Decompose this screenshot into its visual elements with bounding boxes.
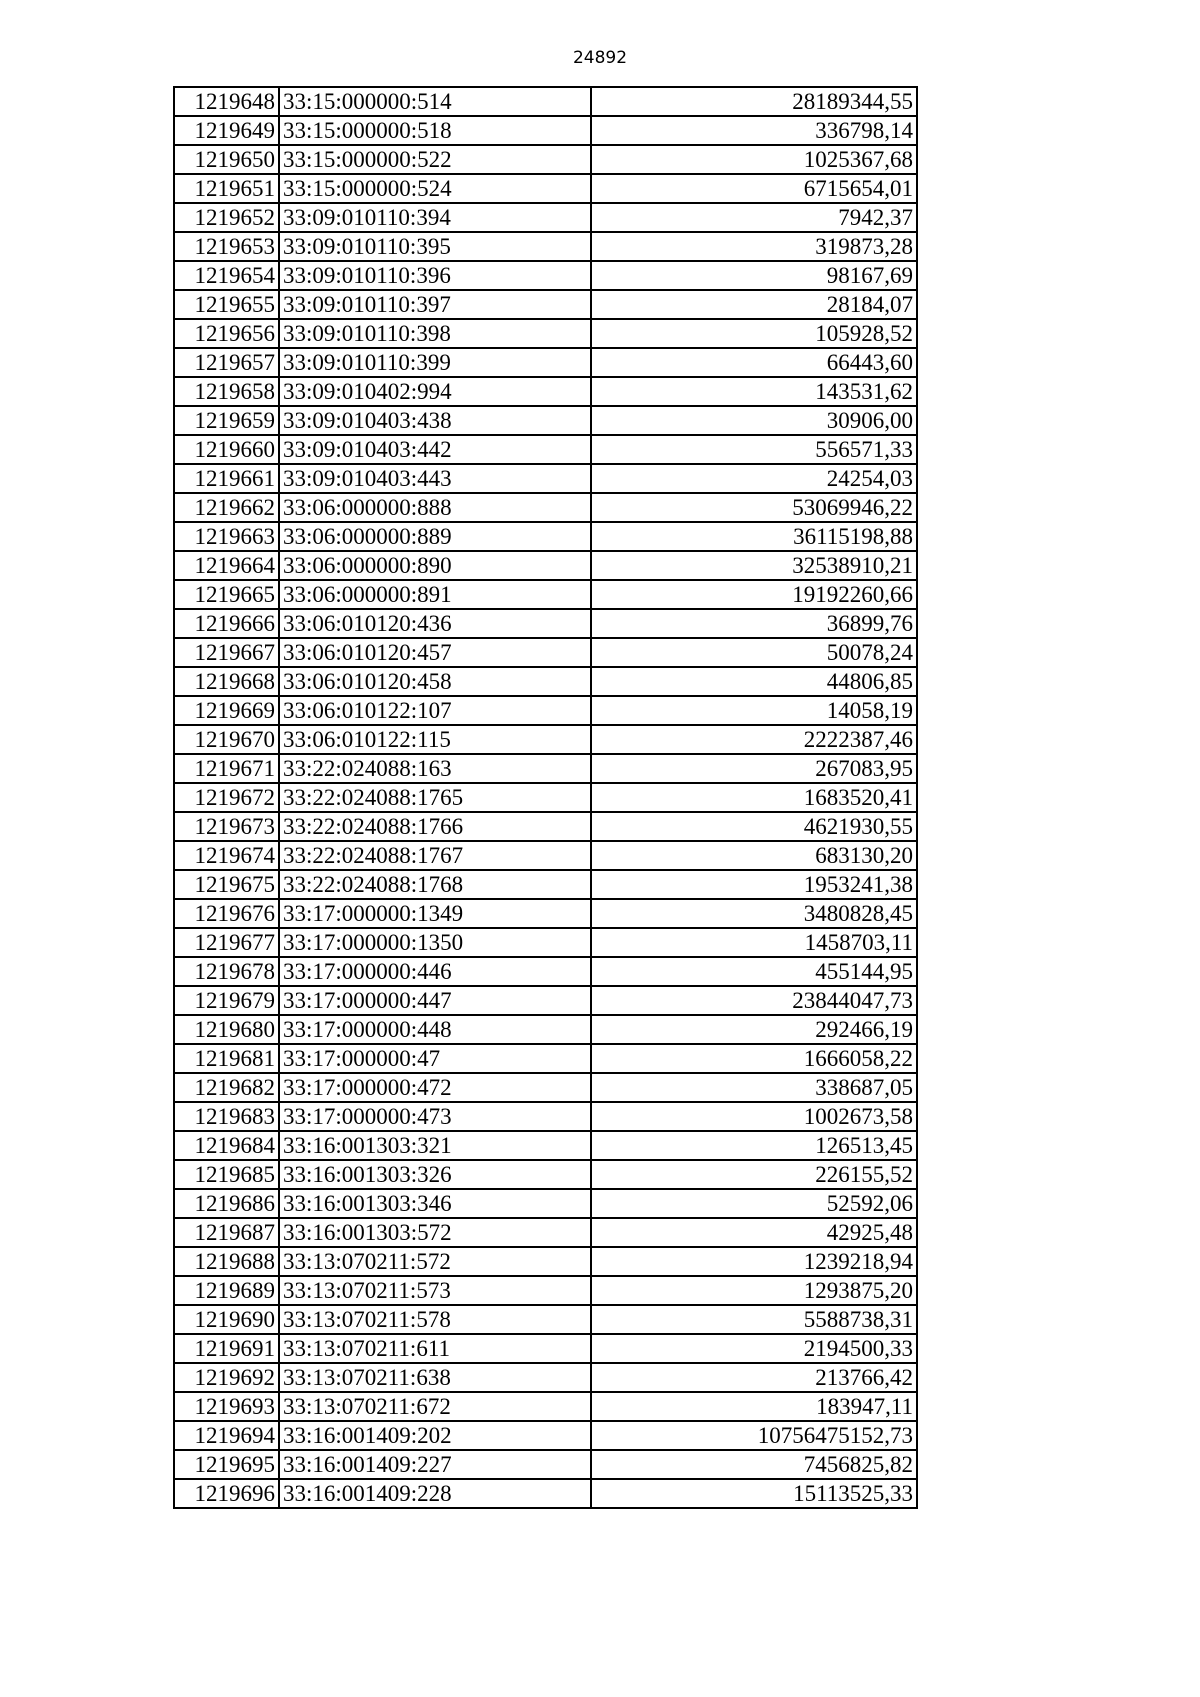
table-row [174, 1102, 917, 1131]
row-id-cell: 1219691 [174, 1334, 279, 1363]
table-row [174, 696, 917, 725]
cadastral-number-cell: 33:09:010110:398 [279, 319, 591, 348]
row-id-cell: 1219674 [174, 841, 279, 870]
cadastral-value-cell: 6715654,01 [591, 174, 917, 203]
table-row [174, 928, 917, 957]
row-id-cell: 1219687 [174, 1218, 279, 1247]
cadastral-number-cell: 33:22:024088:1765 [279, 783, 591, 812]
table-row [174, 638, 917, 667]
table-row [174, 1450, 917, 1479]
cadastral-number-cell: 33:22:024088:1768 [279, 870, 591, 899]
table-row [174, 1218, 917, 1247]
cadastral-number-cell: 33:13:070211:672 [279, 1392, 591, 1421]
row-id-cell: 1219673 [174, 812, 279, 841]
cadastral-value-cell: 53069946,22 [591, 493, 917, 522]
cadastral-number-cell: 33:15:000000:524 [279, 174, 591, 203]
cadastral-number-cell: 33:06:000000:888 [279, 493, 591, 522]
cadastral-value-cell: 1683520,41 [591, 783, 917, 812]
table-row [174, 1044, 917, 1073]
cadastral-number-cell: 33:06:010120:458 [279, 667, 591, 696]
cadastral-number-cell: 33:06:010122:115 [279, 725, 591, 754]
cadastral-number-cell: 33:15:000000:522 [279, 145, 591, 174]
row-id-cell: 1219679 [174, 986, 279, 1015]
table-row [174, 551, 917, 580]
cadastral-value-cell: 44806,85 [591, 667, 917, 696]
cadastral-number-cell: 33:17:000000:1349 [279, 899, 591, 928]
row-id-cell: 1219657 [174, 348, 279, 377]
table-row [174, 1247, 917, 1276]
row-id-cell: 1219649 [174, 116, 279, 145]
table-row [174, 232, 917, 261]
table-row [174, 319, 917, 348]
cadastral-value-cell: 213766,42 [591, 1363, 917, 1392]
cadastral-value-cell: 1953241,38 [591, 870, 917, 899]
table-row [174, 812, 917, 841]
row-id-cell: 1219671 [174, 754, 279, 783]
cadastral-number-cell: 33:09:010402:994 [279, 377, 591, 406]
cadastral-value-cell: 50078,24 [591, 638, 917, 667]
cadastral-value-cell: 4621930,55 [591, 812, 917, 841]
row-id-cell: 1219672 [174, 783, 279, 812]
row-id-cell: 1219654 [174, 261, 279, 290]
cadastral-number-cell: 33:13:070211:573 [279, 1276, 591, 1305]
cadastral-number-cell: 33:13:070211:611 [279, 1334, 591, 1363]
cadastral-number-cell: 33:06:010122:107 [279, 696, 591, 725]
cadastral-number-cell: 33:09:010110:395 [279, 232, 591, 261]
row-id-cell: 1219680 [174, 1015, 279, 1044]
row-id-cell: 1219675 [174, 870, 279, 899]
cadastral-number-cell: 33:22:024088:1767 [279, 841, 591, 870]
row-id-cell: 1219696 [174, 1479, 279, 1508]
table-row [174, 957, 917, 986]
row-id-cell: 1219683 [174, 1102, 279, 1131]
row-id-cell: 1219693 [174, 1392, 279, 1421]
cadastral-number-cell: 33:17:000000:447 [279, 986, 591, 1015]
table-row [174, 1334, 917, 1363]
table-row [174, 522, 917, 551]
cadastral-number-cell: 33:16:001409:202 [279, 1421, 591, 1450]
table-row [174, 203, 917, 232]
cadastral-value-cell: 23844047,73 [591, 986, 917, 1015]
cadastral-value-cell: 7942,37 [591, 203, 917, 232]
row-id-cell: 1219667 [174, 638, 279, 667]
table-row [174, 290, 917, 319]
cadastral-value-cell: 42925,48 [591, 1218, 917, 1247]
cadastral-value-cell: 7456825,82 [591, 1450, 917, 1479]
cadastral-value-cell: 52592,06 [591, 1189, 917, 1218]
cadastral-value-cell: 5588738,31 [591, 1305, 917, 1334]
row-id-cell: 1219653 [174, 232, 279, 261]
table-row [174, 1015, 917, 1044]
table-row [174, 493, 917, 522]
table-row [174, 377, 917, 406]
table-row [174, 754, 917, 783]
cadastral-number-cell: 33:17:000000:448 [279, 1015, 591, 1044]
table-row [174, 464, 917, 493]
table-row [174, 1073, 917, 1102]
table-row [174, 406, 917, 435]
cadastral-number-cell: 33:13:070211:578 [279, 1305, 591, 1334]
cadastral-number-cell: 33:16:001409:227 [279, 1450, 591, 1479]
cadastral-value-cell: 105928,52 [591, 319, 917, 348]
cadastral-value-cell: 267083,95 [591, 754, 917, 783]
table-row [174, 1363, 917, 1392]
table-row [174, 580, 917, 609]
cadastral-value-cell: 14058,19 [591, 696, 917, 725]
cadastral-value-table [173, 86, 918, 1509]
cadastral-value-cell: 336798,14 [591, 116, 917, 145]
cadastral-value-cell: 2222387,46 [591, 725, 917, 754]
cadastral-number-cell: 33:06:010120:436 [279, 609, 591, 638]
table-row [174, 348, 917, 377]
table-row [174, 116, 917, 145]
cadastral-value-cell: 143531,62 [591, 377, 917, 406]
row-id-cell: 1219694 [174, 1421, 279, 1450]
cadastral-value-cell: 1002673,58 [591, 1102, 917, 1131]
row-id-cell: 1219660 [174, 435, 279, 464]
cadastral-number-cell: 33:13:070211:638 [279, 1363, 591, 1392]
cadastral-number-cell: 33:06:000000:891 [279, 580, 591, 609]
cadastral-number-cell: 33:16:001303:346 [279, 1189, 591, 1218]
cadastral-number-cell: 33:17:000000:1350 [279, 928, 591, 957]
cadastral-value-cell: 19192260,66 [591, 580, 917, 609]
cadastral-number-cell: 33:17:000000:446 [279, 957, 591, 986]
cadastral-value-cell: 1239218,94 [591, 1247, 917, 1276]
cadastral-value-cell: 2194500,33 [591, 1334, 917, 1363]
cadastral-number-cell: 33:06:000000:890 [279, 551, 591, 580]
cadastral-number-cell: 33:15:000000:518 [279, 116, 591, 145]
page-number: 24892 [572, 48, 628, 68]
table-row [174, 1189, 917, 1218]
cadastral-value-cell: 24254,03 [591, 464, 917, 493]
cadastral-value-cell: 126513,45 [591, 1131, 917, 1160]
cadastral-value-cell: 28189344,55 [591, 87, 917, 116]
cadastral-number-cell: 33:16:001303:572 [279, 1218, 591, 1247]
row-id-cell: 1219661 [174, 464, 279, 493]
cadastral-value-cell: 455144,95 [591, 957, 917, 986]
row-id-cell: 1219686 [174, 1189, 279, 1218]
table-row [174, 1131, 917, 1160]
cadastral-value-cell: 556571,33 [591, 435, 917, 464]
table-row [174, 1276, 917, 1305]
cadastral-number-cell: 33:17:000000:473 [279, 1102, 591, 1131]
cadastral-value-cell: 1458703,11 [591, 928, 917, 957]
cadastral-number-cell: 33:22:024088:1766 [279, 812, 591, 841]
table-row [174, 899, 917, 928]
row-id-cell: 1219677 [174, 928, 279, 957]
row-id-cell: 1219652 [174, 203, 279, 232]
cadastral-value-cell: 338687,05 [591, 1073, 917, 1102]
table-row [174, 783, 917, 812]
row-id-cell: 1219682 [174, 1073, 279, 1102]
cadastral-number-cell: 33:09:010403:442 [279, 435, 591, 464]
row-id-cell: 1219665 [174, 580, 279, 609]
cadastral-value-cell: 292466,19 [591, 1015, 917, 1044]
cadastral-number-cell: 33:06:000000:889 [279, 522, 591, 551]
row-id-cell: 1219650 [174, 145, 279, 174]
cadastral-value-cell: 319873,28 [591, 232, 917, 261]
row-id-cell: 1219663 [174, 522, 279, 551]
cadastral-value-cell: 1025367,68 [591, 145, 917, 174]
row-id-cell: 1219670 [174, 725, 279, 754]
table-row [174, 174, 917, 203]
table-row [174, 609, 917, 638]
cadastral-number-cell: 33:17:000000:47 [279, 1044, 591, 1073]
cadastral-number-cell: 33:22:024088:163 [279, 754, 591, 783]
table-row [174, 870, 917, 899]
row-id-cell: 1219659 [174, 406, 279, 435]
table-row [174, 1392, 917, 1421]
row-id-cell: 1219689 [174, 1276, 279, 1305]
row-id-cell: 1219666 [174, 609, 279, 638]
row-id-cell: 1219664 [174, 551, 279, 580]
cadastral-number-cell: 33:09:010110:394 [279, 203, 591, 232]
row-id-cell: 1219658 [174, 377, 279, 406]
cadastral-value-cell: 3480828,45 [591, 899, 917, 928]
cadastral-number-cell: 33:16:001303:321 [279, 1131, 591, 1160]
cadastral-number-cell: 33:16:001303:326 [279, 1160, 591, 1189]
row-id-cell: 1219678 [174, 957, 279, 986]
table-row [174, 1421, 917, 1450]
cadastral-value-cell: 10756475152,73 [591, 1421, 917, 1450]
row-id-cell: 1219656 [174, 319, 279, 348]
cadastral-value-cell: 1666058,22 [591, 1044, 917, 1073]
table-row [174, 841, 917, 870]
cadastral-number-cell: 33:16:001409:228 [279, 1479, 591, 1508]
row-id-cell: 1219676 [174, 899, 279, 928]
row-id-cell: 1219685 [174, 1160, 279, 1189]
row-id-cell: 1219668 [174, 667, 279, 696]
row-id-cell: 1219648 [174, 87, 279, 116]
cadastral-value-cell: 32538910,21 [591, 551, 917, 580]
cadastral-number-cell: 33:09:010403:438 [279, 406, 591, 435]
cadastral-number-cell: 33:17:000000:472 [279, 1073, 591, 1102]
cadastral-number-cell: 33:09:010110:397 [279, 290, 591, 319]
row-id-cell: 1219662 [174, 493, 279, 522]
cadastral-value-cell: 15113525,33 [591, 1479, 917, 1508]
table-row [174, 1479, 917, 1508]
table-row [174, 145, 917, 174]
row-id-cell: 1219669 [174, 696, 279, 725]
row-id-cell: 1219684 [174, 1131, 279, 1160]
cadastral-value-cell: 66443,60 [591, 348, 917, 377]
row-id-cell: 1219651 [174, 174, 279, 203]
row-id-cell: 1219692 [174, 1363, 279, 1392]
table-row [174, 1305, 917, 1334]
cadastral-value-cell: 98167,69 [591, 261, 917, 290]
cadastral-value-cell: 683130,20 [591, 841, 917, 870]
row-id-cell: 1219655 [174, 290, 279, 319]
row-id-cell: 1219688 [174, 1247, 279, 1276]
cadastral-value-cell: 183947,11 [591, 1392, 917, 1421]
cadastral-value-cell: 36115198,88 [591, 522, 917, 551]
row-id-cell: 1219681 [174, 1044, 279, 1073]
table-row [174, 725, 917, 754]
cadastral-value-cell: 36899,76 [591, 609, 917, 638]
table-row [174, 435, 917, 464]
cadastral-value-cell: 1293875,20 [591, 1276, 917, 1305]
table-row [174, 667, 917, 696]
cadastral-number-cell: 33:09:010110:399 [279, 348, 591, 377]
row-id-cell: 1219690 [174, 1305, 279, 1334]
row-id-cell: 1219695 [174, 1450, 279, 1479]
table-body [174, 87, 917, 1508]
cadastral-number-cell: 33:09:010403:443 [279, 464, 591, 493]
cadastral-number-cell: 33:09:010110:396 [279, 261, 591, 290]
table-row [174, 87, 917, 116]
cadastral-value-cell: 226155,52 [591, 1160, 917, 1189]
table-row [174, 261, 917, 290]
table-row [174, 1160, 917, 1189]
cadastral-value-cell: 30906,00 [591, 406, 917, 435]
cadastral-number-cell: 33:06:010120:457 [279, 638, 591, 667]
table-row [174, 986, 917, 1015]
cadastral-number-cell: 33:13:070211:572 [279, 1247, 591, 1276]
cadastral-number-cell: 33:15:000000:514 [279, 87, 591, 116]
cadastral-value-cell: 28184,07 [591, 290, 917, 319]
